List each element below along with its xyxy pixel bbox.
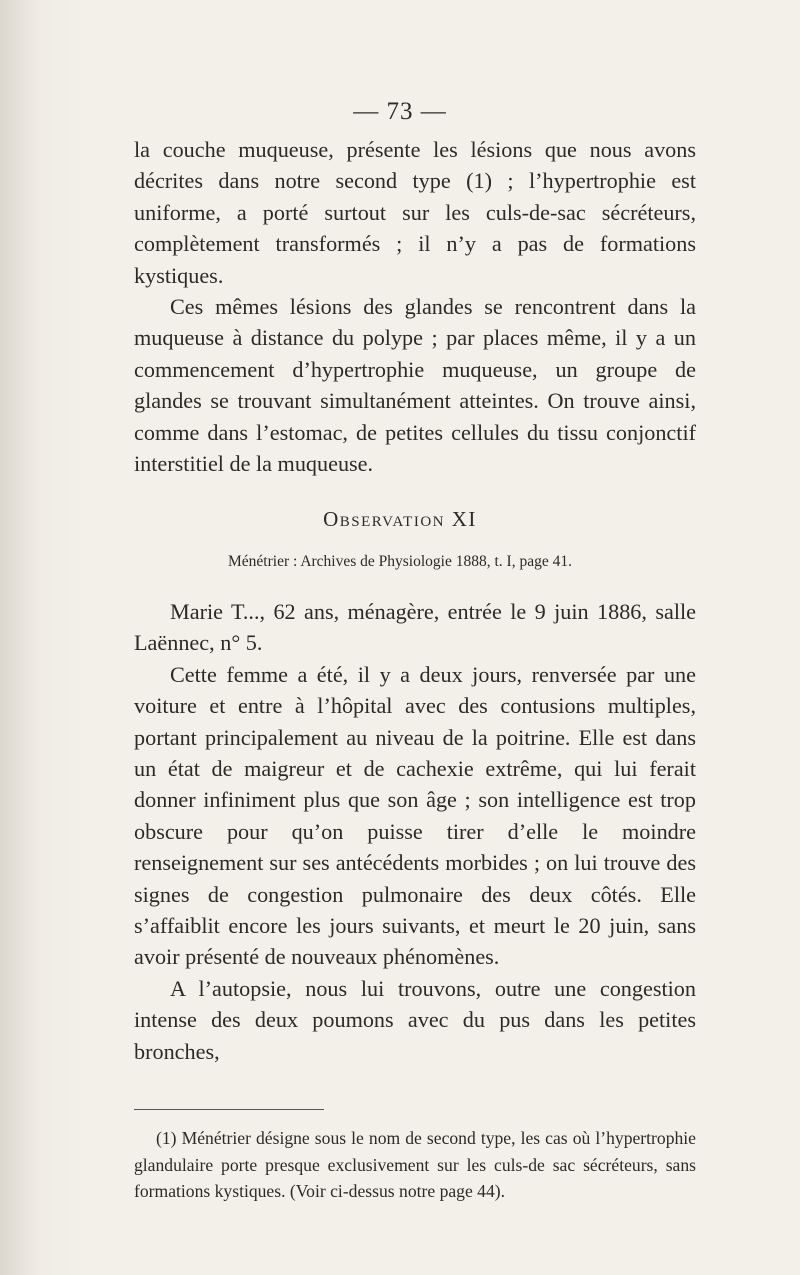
footnote-text: (1) Ménétrier désigne sous le nom de second type, les cas où l’hypertrophie glandulaire porte presque exclusivement sur les culs-de sac sécréteurs, sans formations kystiques. (Voir ci-dessus notre page 44). (134, 1128, 696, 1201)
observation-heading (0, 507, 800, 532)
page-number: — 73 — (353, 98, 447, 125)
observation-reference: Ménétrier : Archives de Physiologie 1888, t. I, page 41. (228, 553, 572, 570)
observation-title: Observation XI (323, 507, 477, 531)
footnote-divider (134, 1109, 324, 1110)
intro-text-block (134, 134, 696, 479)
case-paragraph-history: Cette femme a été, il y a deux jours, renversée par une voiture et entre à l’hôpital avec des contusions multiples, portant principalement au niveau de la poitrine. Elle est dans un état de maigreur et de cachexie extrême, qui lui ferait donner infiniment plus que son âge ; son intelligence est trop obscure pour qu’on puisse tirer d’elle le moindre renseignement sur ses antécédents morbides ; on lui trouve des signes de congestion pulmonaire des deux côtés. Elle s’affaiblit encore les jours suivants, et meurt le 20 juin, sans avoir présenté de nouveaux phénomènes. (134, 661, 696, 970)
intro-paragraph: Ces mêmes lésions des glandes se rencontrent dans la muqueuse à distance du polype ; par places même, il y a un commencement d’hypertrophie muqueuse, un groupe de glandes se trouvant simultanément atteintes. On trouve ainsi, comme dans l’estomac, de petites cellules du tissu conjonctif interstitiel de la muqueuse. (134, 294, 696, 477)
footnote-block (134, 1125, 696, 1205)
case-paragraph-autopsy: A l’autopsie, nous lui trouvons, outre une congestion intense des deux poumons avec du pus dans les petites bronches, (134, 975, 696, 1064)
case-text-block (134, 596, 696, 1067)
case-paragraph-patient: Marie T..., 62 ans, ménagère, entrée le 9 juin 1886, salle Laënnec, n° 5. (134, 599, 696, 656)
intro-paragraph-continued: la couche muqueuse, présente les lésions que nous avons décrites dans notre second type (1) ; l’hypertrophie est uniforme, a porté surtout sur les culs-de-sac sécréteurs, complètement transformés ; il n’y a pas de formations kystiques. (134, 137, 696, 288)
